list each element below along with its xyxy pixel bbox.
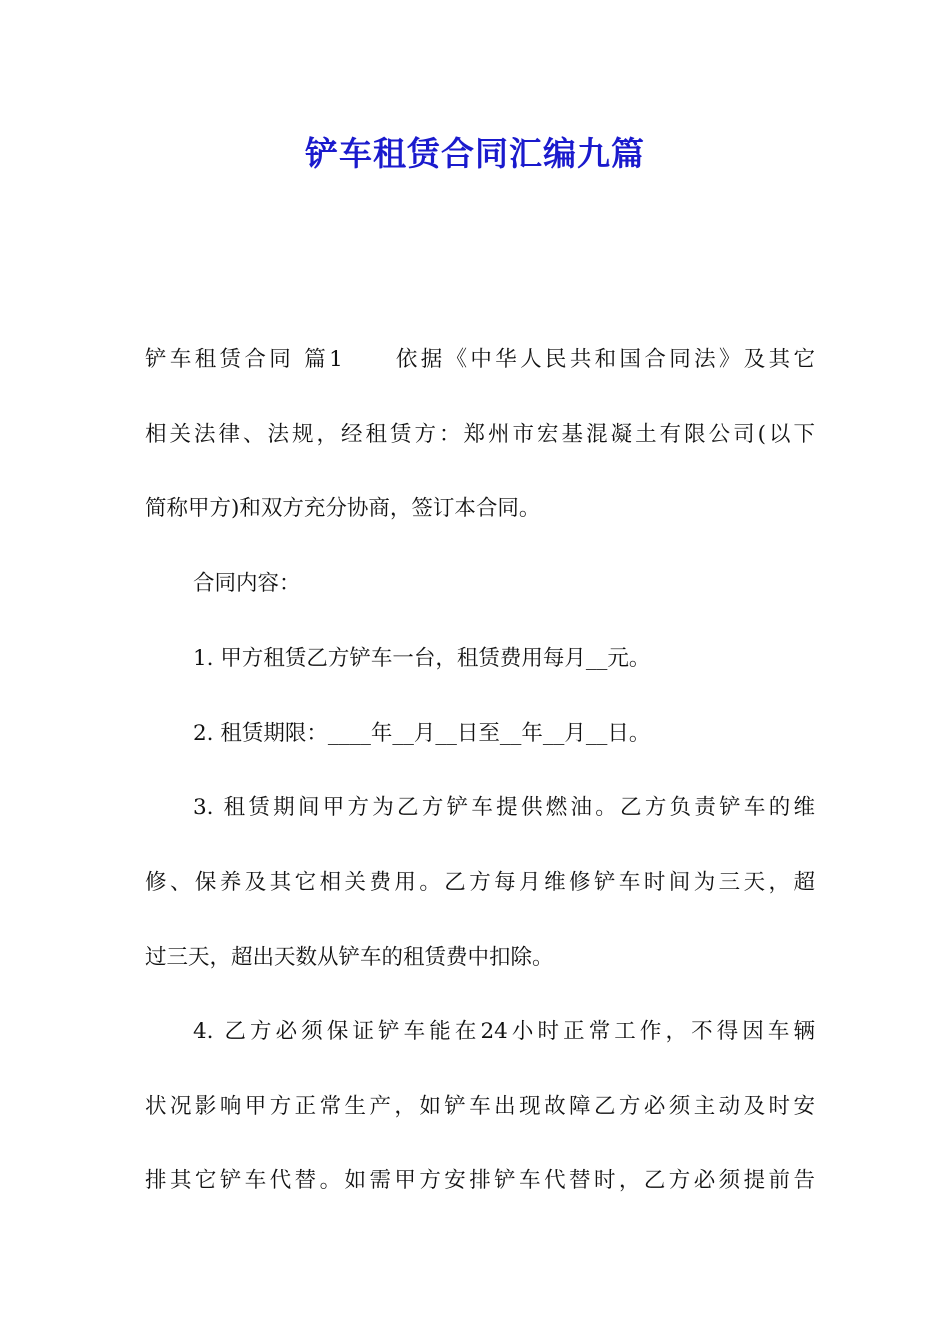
clause-line: 3. 租赁期间甲方为乙方铲车提供燃油。乙方负责铲车的维 bbox=[193, 795, 815, 820]
clause-line: 过三天，超出天数从铲车的租赁费中扣除。 bbox=[145, 945, 554, 970]
clause-line: 修、保养及其它相关费用。乙方每月维修铲车时间为三天，超 bbox=[145, 870, 815, 895]
clause-line: 4. 乙方必须保证铲车能在24小时正常工作，不得因车辆 bbox=[193, 1019, 815, 1044]
clause-line: 1. 甲方租赁乙方铲车一台，租赁费用每月__元。 bbox=[193, 646, 651, 671]
paragraph-line: 相关法律、法规，经租赁方：郑州市宏基混凝土有限公司(以下 bbox=[145, 422, 815, 447]
clause-line: 排其它铲车代替。如需甲方安排铲车代替时，乙方必须提前告 bbox=[145, 1168, 815, 1193]
clause-line: 状况影响甲方正常生产，如铲车出现故障乙方必须主动及时安 bbox=[145, 1094, 815, 1119]
document-title: 铲车租赁合同汇编九篇 bbox=[305, 134, 645, 173]
paragraph-line: 简称甲方)和双方充分协商，签订本合同。 bbox=[145, 496, 541, 521]
paragraph-line: 铲车租赁合同 篇1 依据《中华人民共和国合同法》及其它 bbox=[145, 347, 815, 372]
section-heading: 合同内容： bbox=[193, 571, 301, 596]
clause-line: 2. 租赁期限：____年__月__日至__年__月__日。 bbox=[193, 721, 651, 746]
